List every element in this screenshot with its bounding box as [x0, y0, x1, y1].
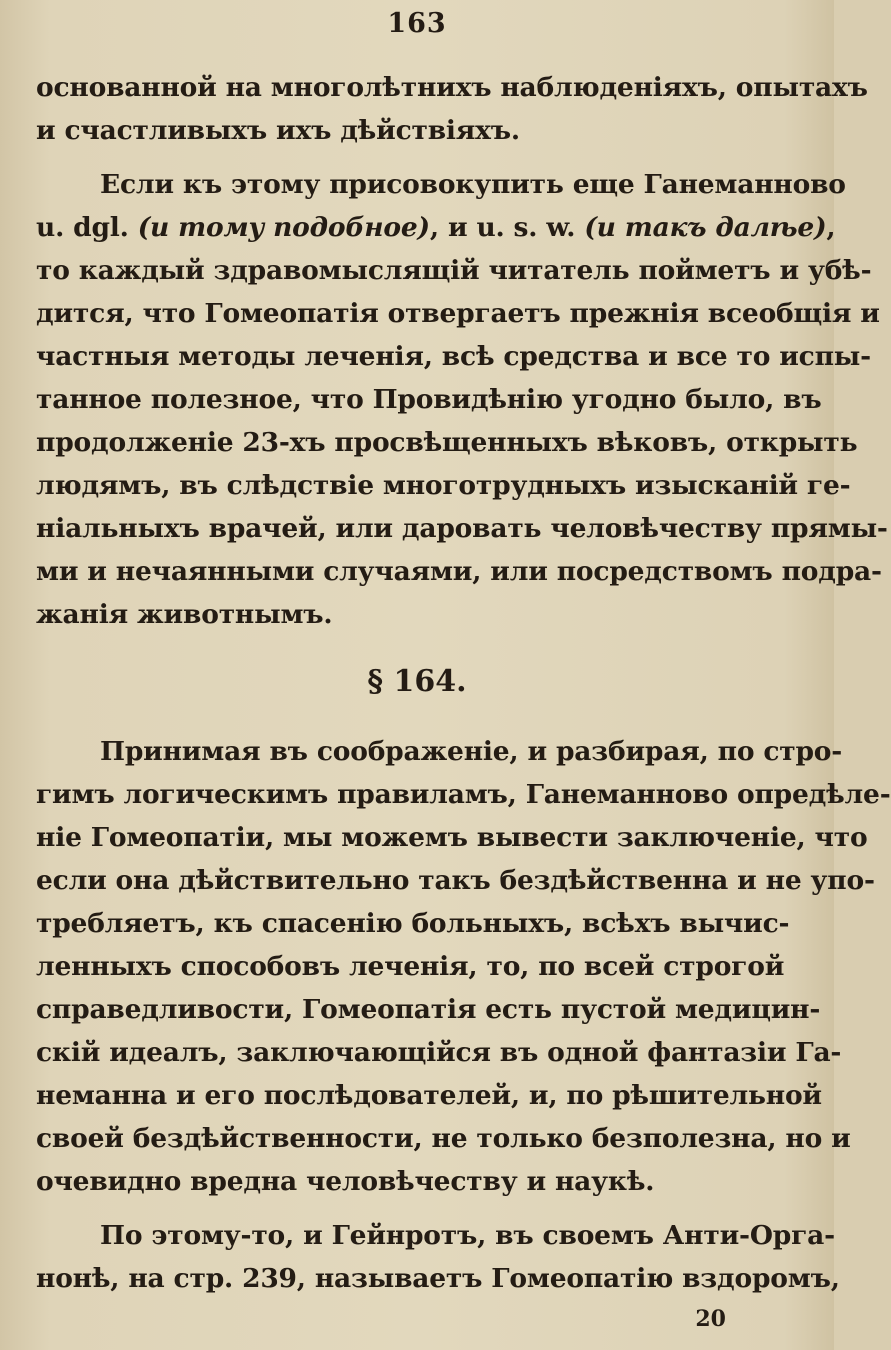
paragraph — [36, 163, 888, 636]
text-line: своей бездѣйственности, не только безполезна, но и — [36, 1123, 851, 1154]
text-line: скій идеалъ, заключающійся въ одной фантазіи Га- — [36, 1037, 842, 1068]
text-line: справедливости, Гомеопатія есть пустой медицин- — [36, 994, 821, 1025]
text-line: танное полезное, что Провидѣнію угодно было, въ — [36, 384, 822, 415]
printer-signature-mark: 20 — [695, 1306, 726, 1332]
text-line: дится, что Гомеопатія отвергаетъ прежнія всеобщія и — [36, 298, 880, 329]
page-number: 163 — [387, 8, 447, 39]
text-line: По этому-то, и Гейнротъ, въ своемъ Анти-Орга- — [100, 1220, 835, 1251]
text-line: ніальныхъ врачей, или даровать человѣчеству прямы- — [36, 513, 888, 544]
text-line: ленныхъ способовъ леченія, то, по всей строгой — [36, 951, 785, 982]
text-line: Принимая въ соображеніе, и разбирая, по стро- — [100, 736, 843, 767]
text-block-top — [36, 66, 888, 636]
text-line: частныя методы леченія, всѣ средства и все то испы- — [36, 341, 871, 372]
text-line: основанной на многолѣтнихъ наблюденіяхъ, опытахъ — [36, 72, 868, 103]
text-fragment: u. dgl. — [36, 212, 138, 243]
text-line: Если къ этому присовокупить еще Ганеманново — [100, 169, 846, 200]
text-line: людямъ, въ слѣдствіе многотрудныхъ изысканій ге- — [36, 470, 851, 501]
italic-gloss: (и тому подобное) — [137, 212, 430, 243]
section-heading: § 164. — [367, 664, 467, 699]
text-fragment: , — [826, 212, 836, 243]
text-line: неманна и его послѣдователей, и, по рѣшительной — [36, 1080, 822, 1111]
paragraph — [36, 730, 891, 1203]
italic-gloss: (и такъ далѣе) — [584, 212, 827, 243]
text-line: нонѣ, на стр. 239, называетъ Гомеопатію вздоромъ, — [36, 1263, 840, 1294]
text-line: жанія животнымъ. — [36, 599, 333, 630]
text-line: гимъ логическимъ правиламъ, Ганеманново опредѣле- — [36, 779, 891, 810]
text-line: продолженіе 23-хъ просвѣщенныхъ вѣковъ, открыть — [36, 427, 858, 458]
paragraph — [36, 1214, 840, 1300]
text-line: ніе Гомеопатіи, мы можемъ вывести заключеніе, что — [36, 822, 868, 853]
text-line: ми и нечаянными случаями, или посредствомъ подра- — [36, 556, 882, 587]
paragraph-continuation — [36, 66, 868, 152]
text-line: очевидно вредна человѣчеству и наукѣ. — [36, 1166, 655, 1197]
text-line: и счастливыхъ ихъ дѣйствіяхъ. — [36, 115, 520, 146]
text-line-with-italics — [36, 206, 836, 249]
text-line: то каждый здравомыслящій читатель пойметъ и убѣ- — [36, 255, 872, 286]
text-line: если она дѣйствительно такъ бездѣйственна и не упо- — [36, 865, 875, 896]
text-block-bottom — [36, 730, 891, 1300]
text-fragment: , и u. s. w. — [429, 212, 585, 243]
text-line: требляетъ, къ спасенію больныхъ, всѣхъ вычис- — [36, 908, 790, 939]
